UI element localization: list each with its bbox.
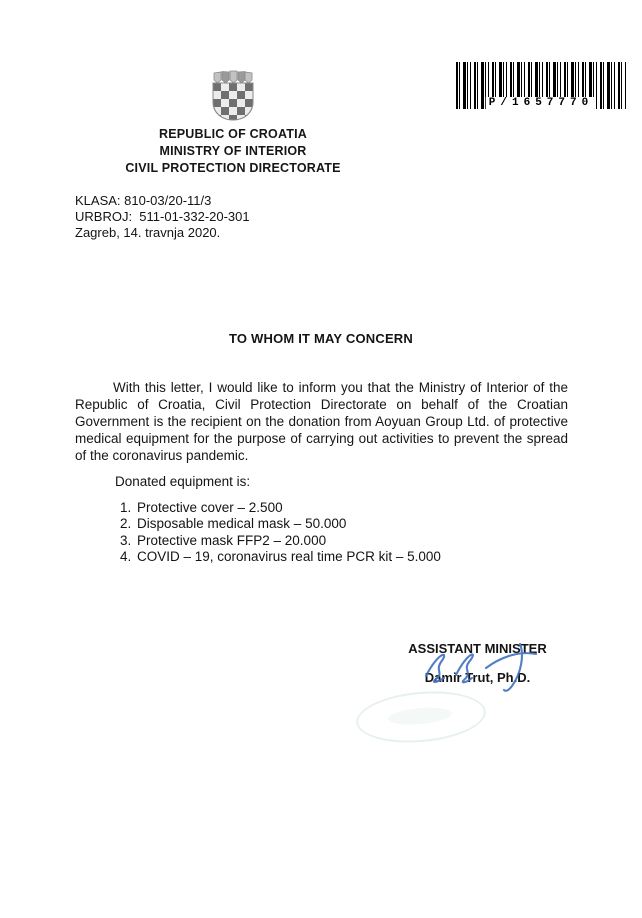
urbroj-line: URBROJ: 511-01-332-20-301 xyxy=(75,209,250,224)
letterhead-ministry: MINISTRY OF INTERIOR xyxy=(159,144,307,158)
letterhead-directorate: CIVIL PROTECTION DIRECTORATE xyxy=(125,161,341,175)
signer-title: ASSISTANT MINISTER xyxy=(408,641,547,656)
faint-stamp-mark xyxy=(354,686,488,747)
croatia-coat-of-arms-icon xyxy=(210,69,256,123)
reference-block xyxy=(75,193,250,241)
faint-stamp-smudge xyxy=(387,705,452,727)
equipment-list-intro: Donated equipment is: xyxy=(115,474,251,489)
body-paragraph: With this letter, I would like to inform you that the Ministry of Interior of the Republic of Croatia, Civil Protection Directorate on behalf of the Croatian Government is the recipient on the donation from Aoyuan Group Ltd. of protective medical equipment for the purpose of carrying out activities to prevent the spread of the coronavirus pandemic. xyxy=(75,380,568,463)
equipment-item: 3. Protective mask FFP2 – 20.000 xyxy=(135,533,441,549)
klasa-line: KLASA: 810-03/20-11/3 xyxy=(75,193,212,208)
handwritten-signature xyxy=(408,642,558,698)
document-barcode xyxy=(456,62,626,109)
equipment-item: 1. Protective cover – 2.500 xyxy=(135,500,441,516)
letterhead xyxy=(58,126,408,177)
subject-heading: TO WHOM IT MAY CONCERN xyxy=(228,331,413,346)
equipment-item: 2. Disposable medical mask – 50.000 xyxy=(135,516,441,532)
place-date-line: Zagreb, 14. travnja 2020. xyxy=(75,225,221,240)
barcode-label: P/1657770 xyxy=(486,97,596,109)
letterhead-country: REPUBLIC OF CROATIA xyxy=(158,127,307,141)
equipment-item: 4. COVID – 19, coronavirus real time PCR kit – 5.000 xyxy=(135,549,441,565)
signer-name: Damir Trut, Ph.D. xyxy=(424,670,531,685)
equipment-list xyxy=(115,500,441,566)
